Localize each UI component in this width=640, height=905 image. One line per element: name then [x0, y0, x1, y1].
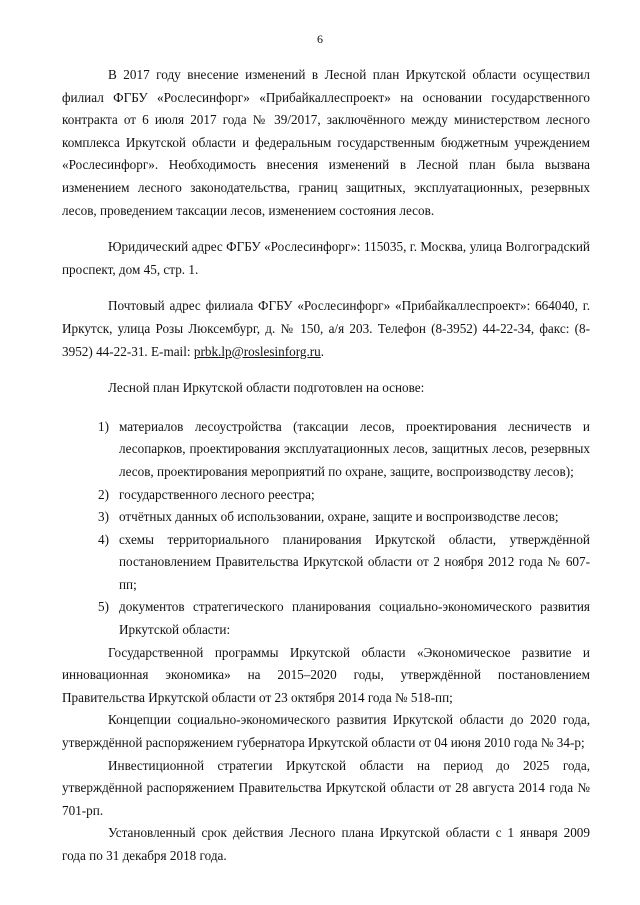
- validity-paragraph: Установленный срок действия Лесного плана Иркутской области с 1 января 2009 года по 31 декабря 2018 года.: [62, 825, 590, 863]
- basis-list: [62, 416, 590, 642]
- list-item-number: 4): [98, 531, 109, 547]
- list-item-number: 5): [98, 599, 109, 615]
- list-item-text: материалов лесоустройства (таксации лесов, проектирования лесничеств и лесопарков, проектирования эксплуатационных лесов, защитных лесов, резервных лесов, проектирования мероприятий по охране, защите, воспроизводству лесов);: [119, 418, 590, 479]
- list-item-text: отчётных данных об использовании, охране, защите и воспроизводстве лесов;: [119, 509, 559, 525]
- postal-address-paragraph: [62, 295, 590, 363]
- list-item: [62, 484, 590, 507]
- list-item: [62, 506, 590, 529]
- email-link[interactable]: prbk.lp@roslesinforg.ru: [193, 343, 321, 359]
- list-item-number: 1): [98, 418, 109, 434]
- postal-address-end: .: [320, 343, 325, 359]
- basis-intro-paragraph: Лесной план Иркутской области подготовлен на основе:: [108, 380, 425, 396]
- list-item: [62, 529, 590, 597]
- list-item: [62, 596, 590, 641]
- legal-address-paragraph: Юридический адрес ФГБУ «Рослесинфорг»: 115035, г. Москва, улица Волгоградский проспект, дом 45, стр. 1.: [62, 239, 590, 277]
- postal-address-text: Почтовый адрес филиала ФГБУ «Рослесинфорг» «Прибайкаллеспроект»: 664040, г. Иркутск, улица Розы Люксембург, д. № 150, а/я 203. Телефон (8-3952) 44-22-34, факс: (8-3952) 44-22-31. E-mail:: [62, 298, 590, 359]
- list-item-number: 2): [98, 486, 109, 502]
- strategic-doc-paragraph: Инвестиционной стратегии Иркутской области на период до 2025 года, утверждённой распоряжением Правительства Иркутской области от 28 августа 2014 года № 701-рп.: [62, 757, 590, 818]
- strategic-doc-paragraph: Концепции социально-экономического развития Иркутской области до 2020 года, утверждённой распоряжением губернатора Иркутской области от 04 июня 2010 года № 34-р;: [62, 712, 590, 751]
- list-item-text: схемы территориального планирования Иркутской области, утверждённой постановлением Правительства Иркутской области от 2 ноября 2012 года № 607-пп;: [119, 531, 590, 592]
- document-body: [62, 64, 590, 868]
- page-number: 6: [317, 32, 323, 46]
- list-item: [62, 416, 590, 484]
- list-item-text: документов стратегического планирования социально-экономического развития Иркутской области:: [119, 599, 590, 638]
- intro-paragraph: В 2017 году внесение изменений в Лесной план Иркутской области осуществил филиал ФГБУ «Рослесинфорг» «Прибайкаллеспроект» на основании государственного контракта от 6 июля 2017 года № 39/2017, заключённого между министерством лесного комплекса Иркутской области и федеральным государственным бюджетным учреждением «Рослесинфорг». Необходимость внесения изменений в Лесной план была вызвана изменением лесного законодательства, границ защитных, эксплуатационных, резервных лесов, проведением таксации лесов, изменением состояния лесов.: [62, 67, 590, 218]
- list-item-number: 3): [98, 509, 109, 525]
- strategic-doc-paragraph: Государственной программы Иркутской области «Экономическое развитие и инновационная экономика» на 2015–2020 годы, утверждённой постановлением Правительства Иркутской области от 23 октября 2014 года № 518-пп;: [62, 644, 590, 705]
- list-item-text: государственного лесного реестра;: [119, 486, 315, 502]
